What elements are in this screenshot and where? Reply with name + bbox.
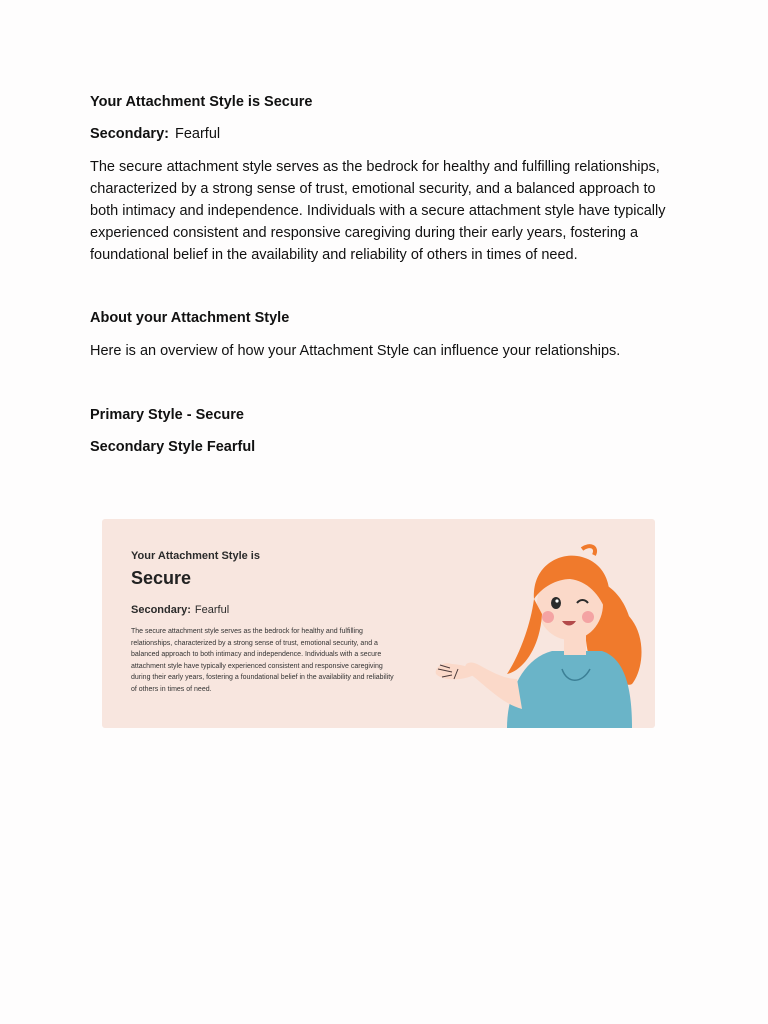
card-kicker: Your Attachment Style is [131,550,260,562]
result-title: Your Attachment Style is Secure [90,94,313,110]
overview-text: Here is an overview of how your Attachment Style can influence your relationships. [90,343,621,359]
card-paragraph: The secure attachment style serves as the bedrock for healthy and fulfilling relationships, characterized by a strong sense of trust, emotional security, and a balanced approach to both intimacy and independence. Individuals with a secure attachment style have typically experienced consistent and responsive caregiving during their early years, fostering a foundational belief in the availability and reliability of others in times of need. [131,628,394,693]
secondary-value: Fearful [174,126,221,142]
primary-style-heading: Primary Style - Secure [90,407,244,423]
card-secondary-value: Fearful [194,604,230,616]
intro-paragraph: The secure attachment style serves as the bedrock for healthy and fulfilling relationships, characterized by a strong sense of trust, emotional security, and a balanced approach to both intimacy and independence. Individuals with a secure attachment style have typically experienced consistent and responsive caregiving during their early years, fostering a foundational belief in the availability and reliability of others in times of need. [90,159,666,263]
card-style: Secure [131,568,192,588]
woman-presenting-illustration [422,519,655,728]
secondary-label: Secondary: [90,126,169,142]
secondary-style-heading: Secondary Style Fearful [90,439,256,455]
result-card-image [102,519,655,728]
card-secondary-label: Secondary: [131,604,191,616]
card-text [131,549,401,695]
secondary-line [90,124,220,144]
card-secondary [131,603,401,617]
about-heading: About your Attachment Style [90,310,290,326]
